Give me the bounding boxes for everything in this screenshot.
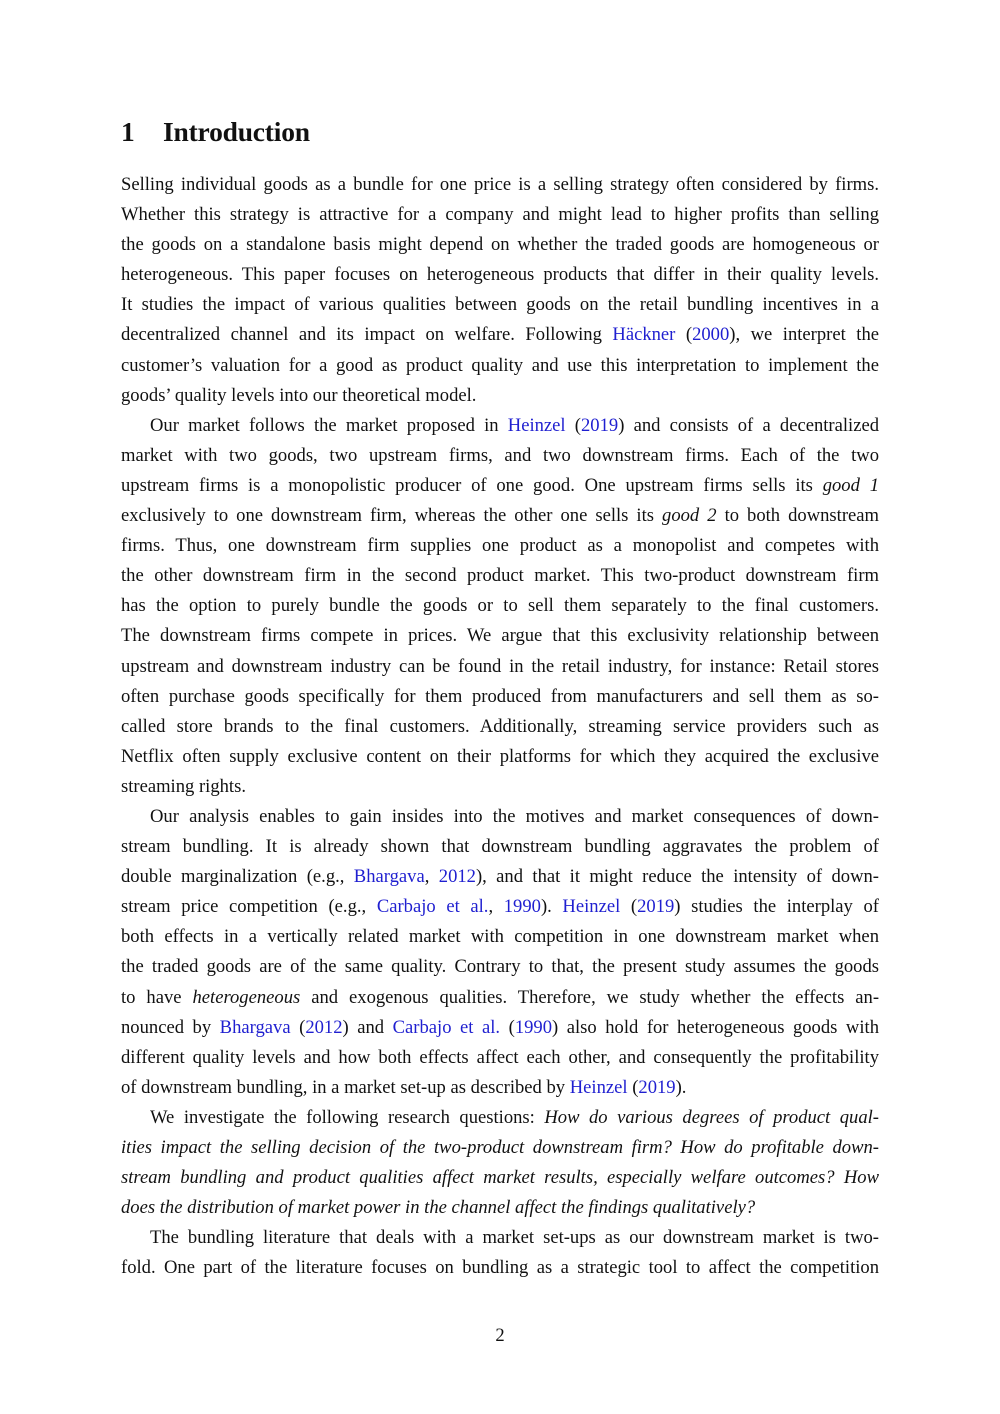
text: to have: [121, 986, 193, 1008]
paragraph: [121, 1103, 879, 1223]
paragraph: [121, 170, 879, 411]
text: market with two goods, two upstream firms, and two downstream firms. Each of the two: [121, 444, 879, 466]
text: stream bundling. It is already shown that downstream bundling aggravates the problem of: [121, 836, 879, 858]
text-line: [121, 952, 879, 982]
text: ,: [424, 866, 439, 888]
text-line: [121, 922, 879, 952]
text: ), and that it might reduce the intensity of down-: [475, 866, 879, 888]
paragraph: [121, 802, 879, 1103]
text: ) studies the interplay of: [674, 896, 879, 918]
italic-text: How do various degrees of product qual-: [544, 1106, 879, 1128]
text: (: [675, 324, 693, 346]
body-text: [121, 170, 879, 1283]
text: different quality levels and how both effects affect each other, and consequently the profitability: [121, 1046, 879, 1068]
page-number: 2: [495, 1325, 505, 1346]
text: both effects in a vertically related market with competition in one downstream market when: [121, 926, 879, 948]
text: the goods on a standalone basis might depend on whether the traded goods are homogeneous or: [121, 234, 879, 256]
citation-link[interactable]: Heinzel: [569, 1076, 628, 1098]
text-line: [121, 531, 879, 561]
text-line: [121, 591, 879, 621]
text: It studies the impact of various qualities between goods on the retail bundling incentives in a: [121, 294, 879, 316]
paragraph: [121, 411, 879, 802]
text: (: [627, 1076, 639, 1098]
text-line: [121, 1253, 879, 1283]
text-line: [121, 411, 879, 441]
text: (: [290, 1016, 306, 1038]
text-line: [121, 742, 879, 772]
text: fold. One part of the literature focuses on bundling as a strategic tool to affect the competition: [121, 1257, 879, 1279]
text: ), we interpret the: [729, 324, 879, 346]
citation-link[interactable]: Heinzel: [562, 896, 621, 918]
text: ) and: [342, 1016, 393, 1038]
text: (: [620, 896, 638, 918]
citation-link[interactable]: Heinzel: [507, 414, 566, 436]
text: firms. Thus, one downstream firm supplies one product as a monopolist and competes with: [121, 535, 879, 557]
text-line: [121, 1013, 879, 1043]
text-line: [121, 260, 879, 290]
italic-text: ities impact the selling decision of the two-product downstream firm? How do profitable down-: [121, 1137, 879, 1158]
text-line: [121, 1193, 879, 1223]
citation-link[interactable]: 2012: [305, 1016, 343, 1038]
text-line: [121, 200, 879, 230]
text: We investigate the following research questions:: [150, 1106, 545, 1128]
text: nounced by: [121, 1016, 220, 1038]
text-line: [121, 1073, 879, 1103]
text-line: [121, 441, 879, 471]
text: ).: [540, 896, 563, 918]
citation-link[interactable]: 2012: [438, 866, 476, 888]
citation-link[interactable]: Carbajo et al.: [392, 1016, 501, 1038]
text: double marginalization (e.g.,: [121, 866, 354, 888]
text: to both downstream: [716, 505, 879, 527]
text-line: [121, 892, 879, 922]
text-line: [121, 712, 879, 742]
text-line: [121, 682, 879, 712]
text-line: [121, 320, 879, 350]
italic-text: stream bundling and product qualities affect market results, especially welfare outcomes? How: [121, 1167, 879, 1189]
text: The bundling literature that deals with a market set-ups as our downstream market is two-: [150, 1227, 879, 1249]
text: (: [500, 1016, 515, 1038]
citation-link[interactable]: Bhargava: [219, 1016, 291, 1038]
text: customer’s valuation for a good as product quality and use this interpretation to implement the: [121, 354, 879, 376]
text: Netflix often supply exclusive content on their platforms for which they acquired the exclusive: [121, 745, 879, 767]
text-line: [121, 1043, 879, 1073]
citation-link[interactable]: 2019: [581, 414, 619, 436]
citation-link[interactable]: 2019: [637, 896, 675, 918]
section-heading: [121, 112, 310, 152]
text: Our market follows the market proposed in: [150, 414, 508, 436]
text-line: [121, 471, 879, 501]
text-line: [121, 832, 879, 862]
text: (: [565, 414, 581, 436]
text: and exogenous qualities. Therefore, we study whether the effects an-: [300, 986, 880, 1008]
text-line: [121, 1133, 879, 1163]
citation-link[interactable]: Häckner: [612, 324, 676, 346]
text: decentralized channel and its impact on welfare. Following: [121, 324, 613, 346]
text: stream price competition (e.g.,: [121, 896, 377, 918]
text-line: [121, 381, 879, 411]
text-line: [121, 170, 879, 200]
text-line: [121, 621, 879, 651]
paragraph: [121, 1223, 879, 1283]
text: exclusively to one downstream firm, whereas the other one sells its: [121, 505, 663, 527]
text: ).: [675, 1076, 687, 1098]
text: of downstream bundling, in a market set-up as described by: [121, 1076, 570, 1098]
citation-link[interactable]: 1990: [514, 1016, 552, 1038]
text-line: [121, 983, 879, 1013]
text: goods’ quality levels into our theoretical model.: [121, 384, 477, 406]
text-line: [121, 1163, 879, 1193]
text: heterogeneous. This paper focuses on heterogeneous products that differ in their quality levels.: [121, 264, 879, 286]
text-line: [121, 290, 879, 320]
text: often purchase goods specifically for them produced from manufacturers and sell them as so-: [121, 685, 879, 707]
citation-link[interactable]: Carbajo et al.: [376, 896, 489, 918]
text: the traded goods are of the same quality. Contrary to that, the present study assumes the goods: [121, 956, 879, 978]
text-line: [121, 862, 879, 892]
text: upstream and downstream industry can be found in the retail industry, for instance: Retail stores: [121, 655, 879, 677]
citation-link[interactable]: 1990: [503, 896, 541, 918]
citation-link[interactable]: Bhargava: [353, 866, 425, 888]
text: Selling individual goods as a bundle for one price is a selling strategy often considered by firms.: [121, 174, 879, 195]
text: ,: [488, 896, 504, 918]
text-line: [121, 772, 879, 802]
text-line: [121, 501, 879, 531]
text-line: [121, 652, 879, 682]
text: has the option to purely bundle the goods or to sell them separately to the final customers.: [121, 595, 879, 617]
italic-text: good 1: [822, 474, 879, 496]
text: called store brands to the final customers. Additionally, streaming service providers such as: [121, 715, 879, 737]
text: upstream firms is a monopolistic producer of one good. One upstream firms sells its: [121, 474, 823, 496]
citation-link[interactable]: 2019: [638, 1076, 676, 1098]
italic-text: does the distribution of market power in the channel affect the findings qualitatively?: [121, 1197, 756, 1219]
text: Whether this strategy is attractive for a company and might lead to higher profits than selling: [121, 204, 879, 226]
text-line: [121, 351, 879, 381]
text: the other downstream firm in the second product market. This two-product downstream firm: [121, 565, 879, 587]
text-line: [121, 1223, 879, 1253]
text-line: [121, 802, 879, 832]
italic-text: heterogeneous: [192, 986, 301, 1008]
text: The downstream firms compete in prices. We argue that this exclusivity relationship between: [121, 625, 879, 647]
section-number: 1: [121, 116, 135, 147]
citation-link[interactable]: 2000: [692, 324, 730, 346]
text-line: [121, 561, 879, 591]
text: streaming rights.: [121, 775, 246, 797]
italic-text: good 2: [662, 505, 717, 527]
text-line: [121, 1103, 879, 1133]
text: ) and consists of a decentralized: [618, 414, 879, 436]
text: ) also hold for heterogeneous goods with: [552, 1016, 879, 1038]
section-title: Introduction: [163, 116, 310, 147]
text: Our analysis enables to gain insides into the motives and market consequences of down-: [150, 805, 879, 827]
text-line: [121, 230, 879, 260]
